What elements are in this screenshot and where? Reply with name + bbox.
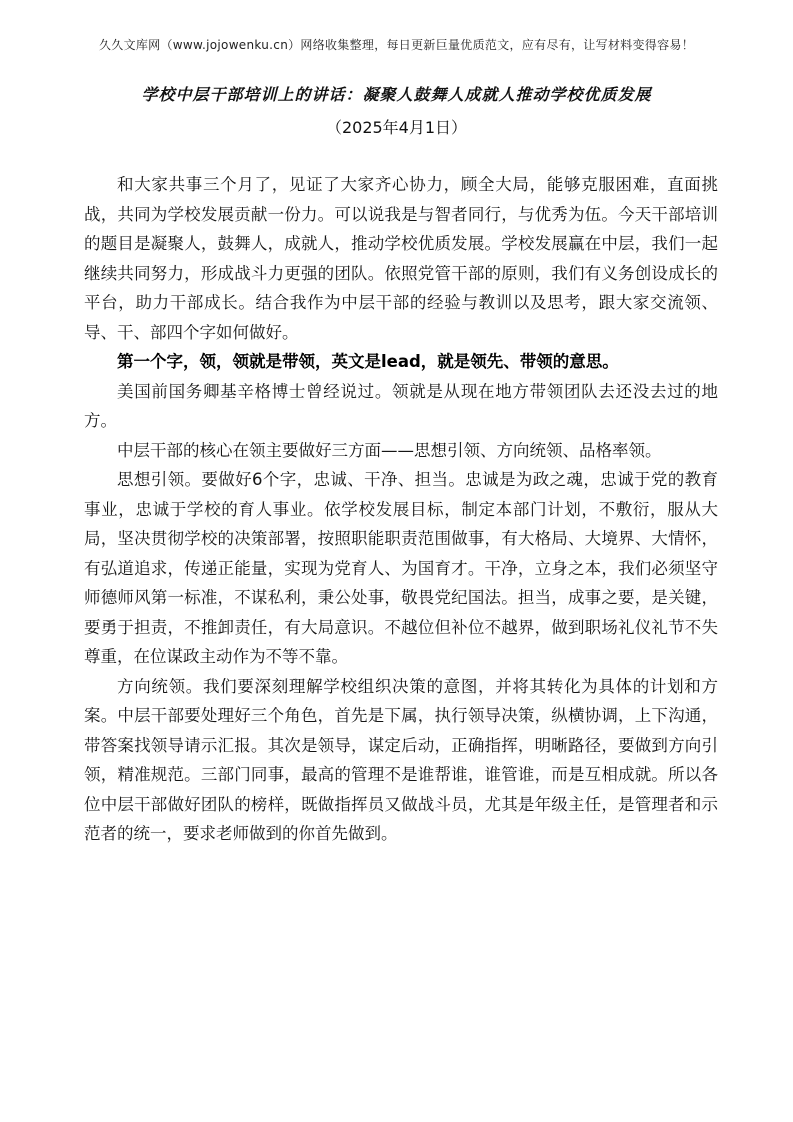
paragraph-intro: 和大家共事三个月了，见证了大家齐心协力，顾全大局，能够克服困难，直面挑战，共同为学校发展贡献一份力。可以说我是与智者同行，与优秀为伍。今天干部培训的题目是凝聚人，鼓舞人，成就人，推动学校优质发展。学校发展赢在中层，我们一起继续共同努力，形成战斗力更强的团队。依照党管干部的原则，我们有义务创设成长的平台，助力干部成长。结合我作为中层干部的经验与教训以及思考，跟大家交流领、导、干、部四个字如何做好。 (84, 175, 718, 342)
paragraph-direction-leadership: 方向统领。我们要深刻理解学校组织决策的意图，并将其转化为具体的计划和方案。中层干部要处理好三个角色，首先是下属，执行领导决策，纵横协调，上下沟通，带答案找领导请示汇报。其次是领导，谋定后动，正确指挥，明晰路径，要做到方向引领，精准规范。三部门同事，最高的管理不是谁帮谁，谁管谁，而是互相成就。所以各位中层干部做好团队的榜样，既做指挥员又做战斗员，尤其是年级主任，是管理者和示范者的统一，要求老师做到的你首先做到。 (84, 676, 718, 843)
paragraph-thought-leadership: 思想引领。要做好6个字，忠诚、干净、担当。忠诚是为政之魂，忠诚于党的教育事业，忠诚于学校的育人事业。依学校发展目标，制定本部门计划，不敷衍，服从大局，坚决贯彻学校的决策部署，按照职能职责范围做事，有大格局、大境界、大情怀，有弘道追求，传递正能量，实现为党育人、为国育才。干净，立身之本，我们必须坚守师德师风第一标准，不谋私利，秉公处事，敬畏党纪国法。担当，成事之要，是关键，要勇于担责，不推卸责任，有大局意识。不越位但补位不越界，做到职场礼仪礼节不失尊重，在位谋政主动作为不等不靠。 (84, 470, 718, 666)
document-title: 学校中层干部培训上的讲话：凝聚人鼓舞人成就人推动学校优质发展 (141, 85, 652, 104)
paragraph-section-heading-lead: 第一个字，领，领就是带领，英文是lead，就是领先、带领的意思。 (117, 352, 619, 371)
paragraph-three-aspects: 中层干部的核心在领主要做好三方面——思想引领、方向统领、品格率领。 (117, 440, 662, 460)
document-body (84, 170, 718, 849)
site-header-notice: 久久文库网（www.jojowenku.cn）网络收集整理，每日更新巨量优质范文，应有尽有，让写材料变得容易！ (98, 38, 695, 52)
document-date: （2025年4月1日） (325, 118, 468, 137)
paragraph-kissinger-quote: 美国前国务卿基辛格博士曾经说过。领就是从现在地方带领团队去还没去过的地方。 (84, 381, 718, 430)
